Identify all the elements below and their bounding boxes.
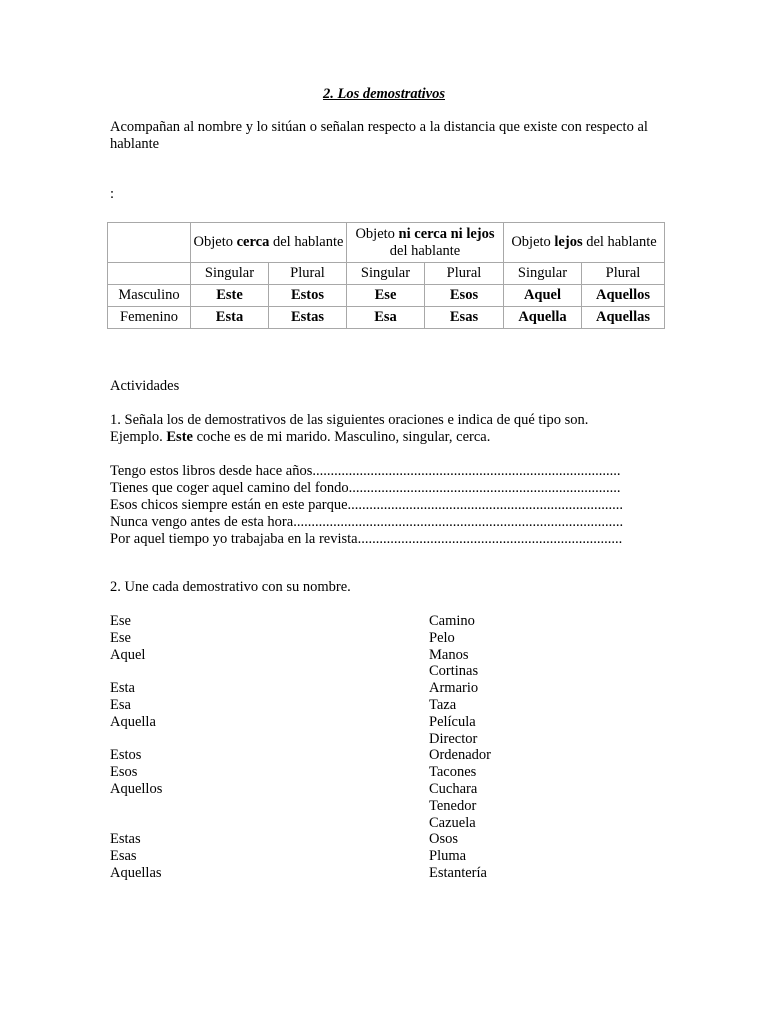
nouns-column [429, 613, 491, 882]
noun-item: Manos [429, 646, 469, 663]
sentence-line: Tienes que coger aquel camino del fondo........................................................................... [110, 480, 621, 496]
noun-item: Ordenador [429, 747, 492, 764]
noun-item: Osos [429, 831, 459, 848]
noun-item: Camino [429, 613, 475, 629]
demonstrative-item [110, 815, 162, 832]
noun-item: Cazuela [429, 814, 476, 831]
header-ni-cerca-ni-lejos: Objeto ni cerca ni lejos del hablante [347, 223, 504, 263]
table-cell: Este [191, 285, 269, 307]
demonstrative-item [110, 663, 162, 680]
subheader-cell: Singular [191, 263, 269, 285]
table-empty-cell [108, 263, 191, 285]
exercise1-sentences [110, 463, 623, 548]
header-lejos: Objeto lejos del hablante [504, 223, 665, 263]
demonstrative-item: Estas [110, 831, 141, 848]
table-header-row [108, 223, 665, 263]
noun-item: Cortinas [429, 663, 479, 680]
header-cerca: Objeto cerca del hablante [191, 223, 347, 263]
demonstratives-table [107, 222, 665, 329]
exercise1-example: Ejemplo. Este coche es de mi marido. Masculino, singular, cerca. [110, 429, 491, 445]
noun-item: Director [429, 730, 478, 747]
exercise1-prompt: 1. Señala los de demostrativos de las siguientes oraciones e indica de qué tipo son. [110, 412, 589, 428]
table-row-femenino [108, 307, 665, 329]
noun-item: Cuchara [429, 780, 478, 797]
table-cell: Aquellas [582, 307, 665, 329]
table-cell: Estas [269, 307, 347, 329]
demonstrative-item: Esa [110, 696, 131, 713]
demonstrative-item: Esas [110, 848, 137, 865]
subheader-cell: Plural [582, 263, 665, 285]
table-subheader-row [108, 263, 665, 285]
sentence-line: Esos chicos siempre están en este parque............................................................................ [110, 497, 624, 513]
subheader-cell: Singular [504, 263, 582, 285]
subheader-cell: Plural [425, 263, 504, 285]
table-row-masculino [108, 285, 665, 307]
exercise2-prompt: 2. Une cada demostrativo con su nombre. [110, 579, 351, 595]
row-label: Femenino [108, 307, 191, 329]
demonstrative-item: Aquella [110, 713, 156, 730]
noun-item: Película [429, 713, 476, 730]
noun-item: Taza [429, 696, 457, 713]
activities-heading: Actividades [110, 378, 180, 394]
table-cell: Esos [425, 285, 504, 307]
table-cell: Esa [347, 307, 425, 329]
noun-item: Tenedor [429, 797, 477, 814]
demonstratives-column [110, 613, 162, 882]
table-cell: Esta [191, 307, 269, 329]
subheader-cell: Plural [269, 263, 347, 285]
subheader-cell: Singular [347, 263, 425, 285]
demonstrative-item: Esos [110, 764, 138, 781]
table-cell: Esas [425, 307, 504, 329]
noun-item: Armario [429, 680, 479, 697]
table-cell: Estos [269, 285, 347, 307]
demonstrative-item: Aquel [110, 646, 146, 663]
row-label: Masculino [108, 285, 191, 307]
table-cell: Ese [347, 285, 425, 307]
demonstrative-item [110, 798, 162, 815]
noun-item: Tacones [429, 764, 477, 781]
demonstrative-item: Estos [110, 747, 142, 764]
intro-paragraph: Acompañan al nombre y lo sitúan o señalan respecto a la distancia que existe con respecto al hablante [110, 119, 648, 152]
table-cell: Aquellos [582, 285, 665, 307]
demonstrative-item: Esta [110, 680, 135, 697]
noun-item: Pelo [429, 629, 455, 646]
table-corner-cell [108, 223, 191, 263]
table-cell: Aquel [504, 285, 582, 307]
table-cell: Aquella [504, 307, 582, 329]
colon-mark: : [110, 186, 115, 202]
demonstrative-item: Ese [110, 613, 131, 629]
demonstrative-item: Ese [110, 629, 131, 646]
sentence-line: Nunca vengo antes de esta hora........................................................................................... [110, 514, 624, 530]
noun-item: Pluma [429, 848, 467, 865]
page-title: 2. Los demostrativos [322, 86, 446, 102]
exercise1 [110, 412, 588, 446]
demonstrative-item: Aquellos [110, 780, 163, 797]
noun-item: Estantería [429, 864, 487, 881]
demonstrative-item: Aquellas [110, 864, 162, 881]
demonstrative-item [110, 731, 162, 748]
sentence-line: Tengo estos libros desde hace años..................................................................................... [110, 463, 621, 479]
sentence-line: Por aquel tiempo yo trabajaba en la revista......................................................................... [110, 531, 623, 547]
